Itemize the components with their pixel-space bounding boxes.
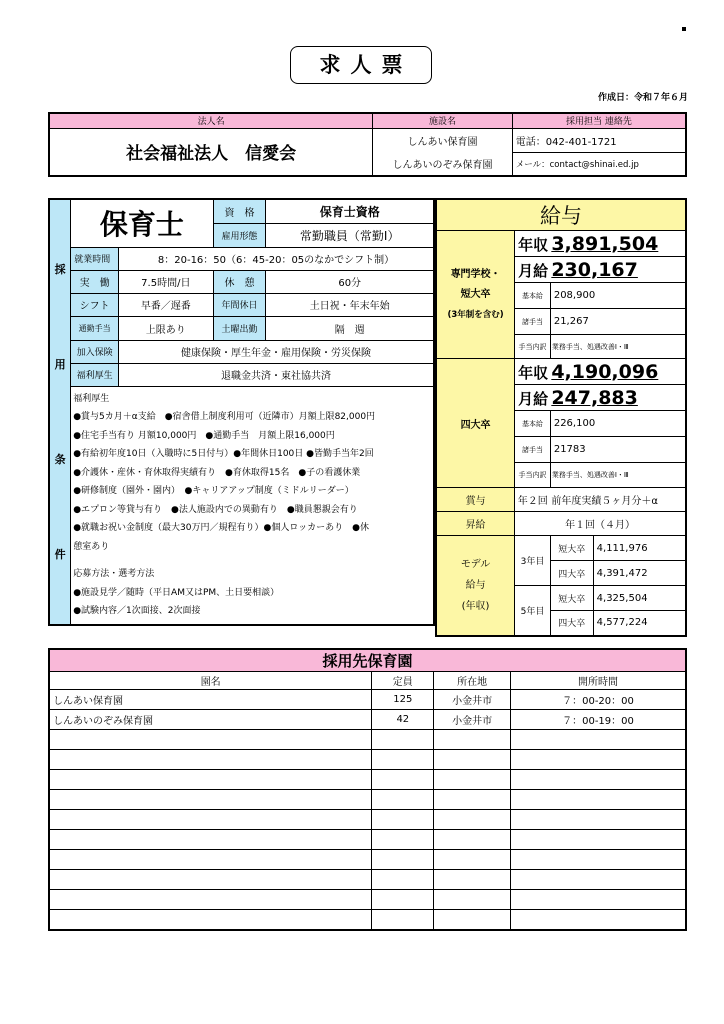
fukuri-value: 退職金共済・東社協共済 bbox=[119, 363, 434, 386]
job-title: 保育士 bbox=[71, 199, 213, 247]
fukuri-label: 福利厚生 bbox=[71, 363, 119, 386]
tanki-kihon-value: 208,900 bbox=[550, 283, 686, 309]
school-name: しんあい保育園 bbox=[49, 690, 372, 710]
shisetsu-1: しんあい保育園 bbox=[373, 128, 512, 152]
col-header: 開所時間 bbox=[511, 672, 687, 690]
yonen-nenshu: 年収 4,190,096 bbox=[515, 359, 686, 385]
school-hours: ７：00-20：00 bbox=[511, 690, 687, 710]
apply-line: ●施設見学／随時（平日AM又はPM、土日要相談） bbox=[73, 587, 280, 598]
tanki-nenshu: 年収 3,891,504 bbox=[515, 231, 686, 257]
shoyo-label: 賞与 bbox=[436, 488, 515, 512]
yonen-shote-label: 諸手当 bbox=[515, 437, 551, 463]
tanki-kihon-label: 基本給 bbox=[515, 283, 551, 309]
table-row-empty bbox=[49, 890, 686, 910]
table-row-empty bbox=[49, 770, 686, 790]
shift-value: 早番／遅番 bbox=[119, 293, 214, 316]
benefit-line: ●住宅手当有り 月額10,000円 ●通勤手当 月額上限16,000円 bbox=[73, 430, 335, 441]
school-location: 小金井市 bbox=[434, 690, 511, 710]
school-hours: ７：00-19：00 bbox=[511, 710, 687, 730]
benefit-line: ●賞与5カ月＋α支給 ●宿舎借上制度利用可（近隣市）月額上限82,000円 bbox=[73, 412, 376, 422]
table-row-empty bbox=[49, 790, 686, 810]
job-table bbox=[48, 198, 435, 626]
tanki-shote-value: 21,267 bbox=[550, 309, 686, 335]
model-label: モデル 給与 (年収) bbox=[436, 536, 515, 636]
benefit-line: ●研修制度（園外・園内） ●キャリアアップ制度（ミドルリーダー） bbox=[73, 486, 354, 496]
jitsudo-value: 7.5時間/日 bbox=[119, 270, 214, 293]
table-row-empty bbox=[49, 730, 686, 750]
school-capacity: 125 bbox=[372, 690, 434, 710]
nenkan-label: 年間休日 bbox=[213, 293, 266, 316]
tanki-shote-label: 諸手当 bbox=[515, 309, 551, 335]
model-type: 四大卒 bbox=[550, 561, 593, 586]
table-row bbox=[49, 690, 686, 710]
shisetsu-label: 施設名 bbox=[373, 113, 512, 128]
school-location: 小金井市 bbox=[434, 710, 511, 730]
col-header: 園名 bbox=[49, 672, 372, 690]
schools-heading: 採用先保育園 bbox=[49, 649, 686, 672]
school-capacity: 42 bbox=[372, 710, 434, 730]
page-title: 求人票 bbox=[290, 46, 432, 84]
table-row-empty bbox=[49, 810, 686, 830]
yonen-label: 四大卒 bbox=[436, 359, 515, 488]
phone: 電話：042-401-1721 bbox=[512, 128, 686, 152]
model-year-3: 3年目 bbox=[515, 536, 551, 586]
kanyu-label: 加入保険 bbox=[71, 340, 119, 363]
hojin-name: 社会福祉法人 信愛会 bbox=[49, 128, 373, 176]
shugyo-label: 就業時間 bbox=[71, 247, 119, 270]
model-value: 4,391,472 bbox=[593, 561, 686, 586]
table-row-empty bbox=[49, 910, 686, 930]
koyou-value: 常勤職員（常勤Ⅰ） bbox=[266, 223, 434, 247]
table-row-empty bbox=[49, 830, 686, 850]
side-label: 採 用 条 件 bbox=[49, 199, 71, 625]
model-value: 4,325,504 bbox=[593, 586, 686, 611]
model-type: 短大卒 bbox=[550, 536, 593, 561]
shift-label: シフト bbox=[71, 293, 119, 316]
nenkan-value: 土日祝・年末年始 bbox=[266, 293, 434, 316]
model-value: 4,577,224 bbox=[593, 611, 686, 636]
kanyu-value: 健康保険・厚生年金・雇用保険・労災保険 bbox=[119, 340, 434, 363]
tsukin-value: 上限あり bbox=[119, 316, 214, 340]
shoyo-value: 前年度実績５ヶ月分＋α bbox=[550, 488, 686, 512]
schools-table bbox=[48, 648, 687, 931]
tsukin-label: 通勤手当 bbox=[71, 316, 119, 340]
benefit-line: ●就職お祝い金制度（最大30万円／規程有り）●個人ロッカーあり ●休 bbox=[73, 523, 370, 533]
yonen-uchiwake-value: 業務手当、処遇改善Ⅰ・Ⅲ bbox=[550, 463, 686, 488]
model-type: 短大卒 bbox=[550, 586, 593, 611]
email: メール：contact@shinai.ed.jp bbox=[512, 152, 686, 176]
tanki-uchiwake-label: 手当内訳 bbox=[515, 335, 551, 359]
benefit-line: ●介護休・産休・育休取得実績有り ●育休取得15名 ●子の看護休業 bbox=[73, 467, 361, 478]
col-header: 定員 bbox=[372, 672, 434, 690]
koyou-label: 雇用形態 bbox=[213, 223, 266, 247]
salary-heading: 給与 bbox=[436, 199, 686, 231]
doyo-label: 土曜出勤 bbox=[213, 316, 266, 340]
employer-table bbox=[48, 112, 687, 177]
benefits-heading: 福利厚生 bbox=[73, 393, 110, 404]
tanki-label: 専門学校・ 短大卒 (3年制を含む) bbox=[436, 231, 515, 359]
tanki-gekkyu: 月給 230,167 bbox=[515, 257, 686, 283]
shoyo-count: 年２回 bbox=[515, 488, 551, 512]
col-header: 所在地 bbox=[434, 672, 511, 690]
tanto-label: 採用担当 連絡先 bbox=[512, 113, 686, 128]
table-row-empty bbox=[49, 870, 686, 890]
school-name: しんあいのぞみ保育園 bbox=[49, 710, 372, 730]
shugyo-value: 8：20-16：50（6：45-20：05のなかでシフト制） bbox=[119, 247, 434, 270]
hojin-label: 法人名 bbox=[49, 113, 373, 128]
yonen-gekkyu: 月給 247,883 bbox=[515, 385, 686, 411]
shikaku-value: 保育士資格 bbox=[266, 199, 434, 223]
model-year-5: 5年目 bbox=[515, 586, 551, 636]
model-type: 四大卒 bbox=[550, 611, 593, 636]
salary-table bbox=[435, 198, 687, 637]
created-date: 作成日：令和７年６月 bbox=[597, 93, 688, 103]
tanki-uchiwake-value: 業務手当、処遇改善Ⅰ・Ⅲ bbox=[550, 335, 686, 359]
shikaku-label: 資 格 bbox=[213, 199, 266, 223]
apply-heading: 応募方法・選考方法 bbox=[73, 569, 155, 579]
jitsudo-label: 実 働 bbox=[71, 270, 119, 293]
yonen-kihon-value: 226,100 bbox=[550, 411, 686, 437]
benefit-line: ●有給初年度10日（入職時に5日付与）●年間休日100日 ●皆勤手当年2回 bbox=[73, 449, 374, 459]
benefit-line: 憩室あり bbox=[73, 541, 110, 552]
model-value: 4,111,976 bbox=[593, 536, 686, 561]
table-row-empty bbox=[49, 750, 686, 770]
benefits-block bbox=[71, 386, 434, 625]
shokyu-label: 昇給 bbox=[436, 512, 515, 536]
page-mark bbox=[682, 27, 686, 31]
table-row bbox=[49, 710, 686, 730]
kyukei-value: 60分 bbox=[266, 270, 434, 293]
doyo-value: 隔 週 bbox=[266, 316, 434, 340]
yonen-shote-value: 21783 bbox=[550, 437, 686, 463]
apply-line: ●試験内容／1次面接、2次面接 bbox=[73, 606, 201, 616]
kyukei-label: 休 憩 bbox=[213, 270, 266, 293]
shisetsu-2: しんあいのぞみ保育園 bbox=[373, 152, 512, 176]
shokyu-value: 年１回（４月） bbox=[515, 512, 686, 536]
yonen-kihon-label: 基本給 bbox=[515, 411, 551, 437]
benefit-line: ●エプロン等貸与有り ●法人施設内での異動有り ●職員懇親会有り bbox=[73, 504, 358, 515]
table-row-empty bbox=[49, 850, 686, 870]
yonen-uchiwake-label: 手当内訳 bbox=[515, 463, 551, 488]
